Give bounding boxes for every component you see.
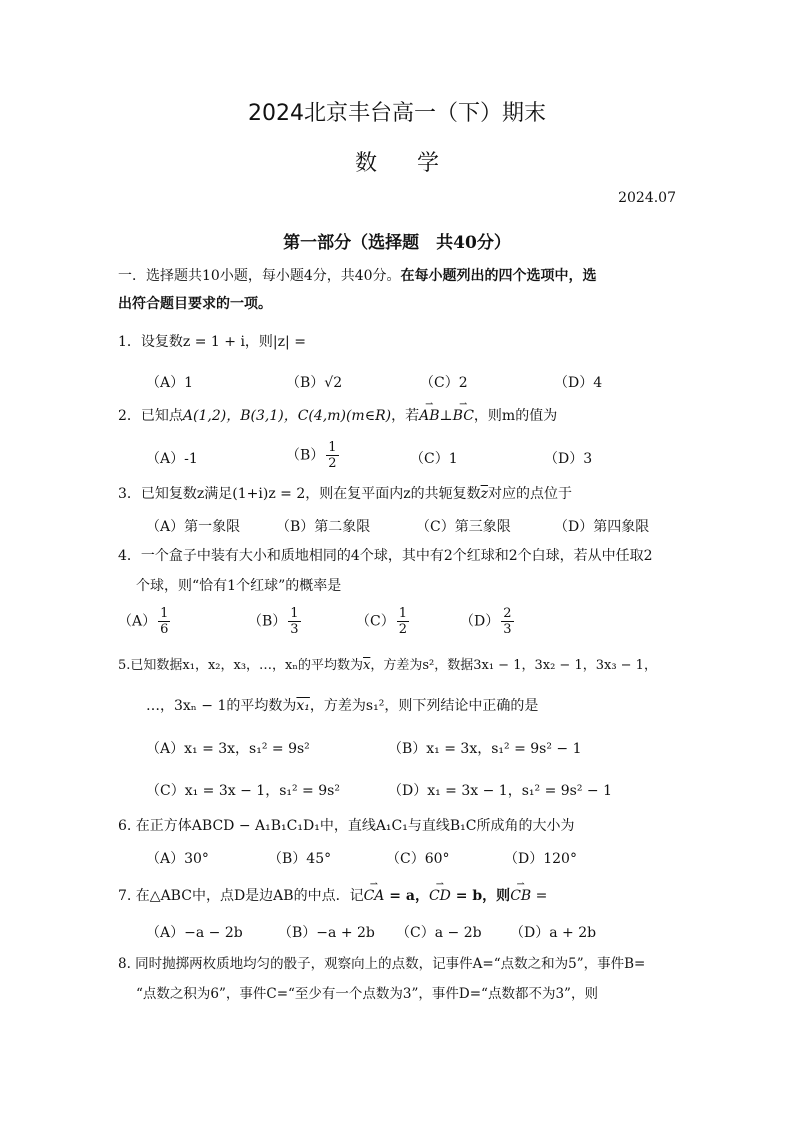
q5-line1-b: ，方差为s²，数据3x₁ − 1，3x₂ − 1，3x₃ − 1，: [370, 658, 657, 673]
q2-option-c: （C）1: [410, 451, 458, 467]
option-fraction: [397, 606, 409, 637]
q2-option-b-label: （B）: [286, 447, 325, 464]
question-8-line1: 8. 同时抛掷两枚质地均匀的骰子，观察向上的点数，记事件A=“点数之和为5”，事件B=: [118, 956, 646, 972]
q7-option-b: （B）−a + 2b: [278, 925, 375, 941]
option-fraction: [158, 606, 170, 637]
question-4-line2: 个球，则“恰有1个红球”的概率是: [136, 578, 342, 594]
fraction-numerator: 2: [503, 606, 512, 621]
q5-option-d: （D）x₁ = 3x − 1，s₁² = 9s² − 1: [388, 783, 612, 799]
option-label: （A）: [118, 613, 157, 630]
q3-conjugate-z: $\overline{z}$: [480, 486, 489, 502]
fraction-denominator: 2: [398, 622, 407, 637]
fraction-numerator: 1: [290, 606, 299, 621]
q4-option-b: [248, 606, 303, 637]
exam-title: 2024北京丰台高一（下）期末: [248, 101, 546, 126]
instruction-bold-1: 在每小题列出的四个选项中，选: [400, 268, 597, 284]
q6-option-a: （A）30°: [146, 851, 209, 867]
question-8-line2: “点数之积为6”，事件C=“至少有一个点数为3”，事件D=“点数都不为3”，则: [136, 986, 598, 1002]
section-instruction-line1: [118, 266, 597, 286]
question-7-stem: [118, 886, 547, 906]
q7-vector-ca: ⇀ CA: [364, 886, 385, 906]
q7-option-a: （A）−a − 2b: [146, 925, 243, 941]
option-label: （D）: [460, 613, 500, 630]
q6-option-d: （D）120°: [504, 851, 577, 867]
part-one-title: 第一部分（选择题 共40分）: [283, 233, 511, 253]
q1-option-a: （A）1: [146, 375, 194, 391]
q4-option-a: [118, 606, 172, 637]
question-6-stem: 6. 在正方体ABCD − A₁B₁C₁D₁中，直线A₁C₁与直线B₁C所成角的大小为: [118, 818, 575, 834]
section-instruction-line2: 出符合题目要求的一项。: [118, 296, 272, 312]
q2-vector-bc: ⇀ BC: [453, 406, 474, 426]
option-label: （C）: [356, 613, 395, 630]
q5-option-b: （B）x₁ = 3x，s₁² = 9s² − 1: [388, 741, 582, 757]
q7-eq-a: = a，: [384, 888, 429, 904]
option-fraction: [288, 606, 300, 637]
q1-option-d: （D）4: [554, 375, 603, 391]
question-3-stem: [118, 484, 572, 504]
q3-option-a: （A）第一象限: [146, 519, 241, 535]
q4-option-d: [460, 606, 516, 637]
q5-option-c: （C）x₁ = 3x − 1，s₁² = 9s²: [146, 783, 340, 799]
q5-line2-b: ，方差为s₁²，则下列结论中正确的是: [309, 698, 539, 714]
fraction-denominator: 3: [503, 622, 512, 637]
q2-vector-ab: ⇀ AB: [419, 406, 439, 426]
q5-line2-a: …，3xₙ − 1的平均数为: [146, 698, 297, 714]
fraction-denominator: 3: [290, 622, 299, 637]
q3-stem-text: 3．已知复数z满足(1+i)z = 2，则在复平面内z的共轭复数: [118, 486, 481, 502]
q7-stem-a: 7. 在△ABC中，点D是边AB的中点．记: [118, 888, 364, 904]
q5-option-a: （A）x₁ = 3x，s₁² = 9s²: [146, 741, 310, 757]
fraction-numerator: 1: [160, 606, 169, 621]
fraction-denominator: 6: [160, 622, 169, 637]
q2-cond: ，若: [391, 408, 420, 424]
q5-x1bar: x₁: [296, 698, 310, 714]
q7-eq-b: = b，则: [450, 888, 511, 904]
q5-line1-a: 5.已知数据x₁，x₂，x₃，…，xₙ的平均数为: [118, 658, 363, 673]
q2-option-b: [286, 440, 341, 471]
q3-option-c: （C）第三象限: [416, 519, 511, 535]
q3-tail: 对应的点位于: [488, 486, 573, 502]
exam-date: 2024.07: [618, 190, 676, 206]
q2-tail: ，则m的值为: [473, 408, 558, 424]
option-fraction: [501, 606, 513, 637]
exam-subject: 数学: [354, 151, 479, 176]
question-2-stem: [118, 406, 557, 426]
q3-option-d: （D）第四象限: [554, 519, 650, 535]
q4-option-c: [356, 606, 411, 637]
q2-option-d: （D）3: [544, 451, 593, 467]
instruction-plain: 一．选择题共10小题，每小题4分，共40分。: [118, 268, 401, 284]
q2-option-a: （A）-1: [146, 451, 198, 467]
fraction-numerator: 1: [398, 606, 407, 621]
q6-option-b: （B）45°: [268, 851, 332, 867]
q5-xbar: $\overline{x}$: [363, 658, 371, 673]
q1-option-c: （C）2: [420, 375, 468, 391]
q2-perp: ⊥: [439, 408, 453, 424]
q3-option-b: （B）第二象限: [276, 519, 371, 535]
q7-eq-c: =: [531, 888, 548, 904]
q6-option-c: （C）60°: [386, 851, 450, 867]
q7-vector-cb: ⇀ CB: [510, 886, 531, 906]
q2-points: A(1,2)，B(3,1)，C(4,m)(m∈R): [182, 408, 392, 424]
question-5-line1: [118, 656, 657, 676]
question-1-stem: 1．设复数z = 1 + i，则|z| =: [118, 334, 306, 350]
q7-vector-cd: ⇀ CD: [429, 886, 451, 906]
q2-num: 2．已知点: [118, 408, 183, 424]
question-5-line2: [146, 696, 538, 716]
fraction-denominator: 2: [328, 456, 337, 471]
q2-option-b-fraction: [326, 440, 338, 471]
question-4-line1: 4．一个盒子中装有大小和质地相同的4个球，其中有2个红球和2个白球，若从中任取2: [118, 548, 653, 564]
option-label: （B）: [248, 613, 287, 630]
fraction-numerator: 1: [328, 440, 337, 455]
q1-option-b: （B）√2: [286, 375, 343, 391]
q7-option-c: （C）a − 2b: [396, 925, 482, 941]
q7-option-d: （D）a + 2b: [510, 925, 597, 941]
